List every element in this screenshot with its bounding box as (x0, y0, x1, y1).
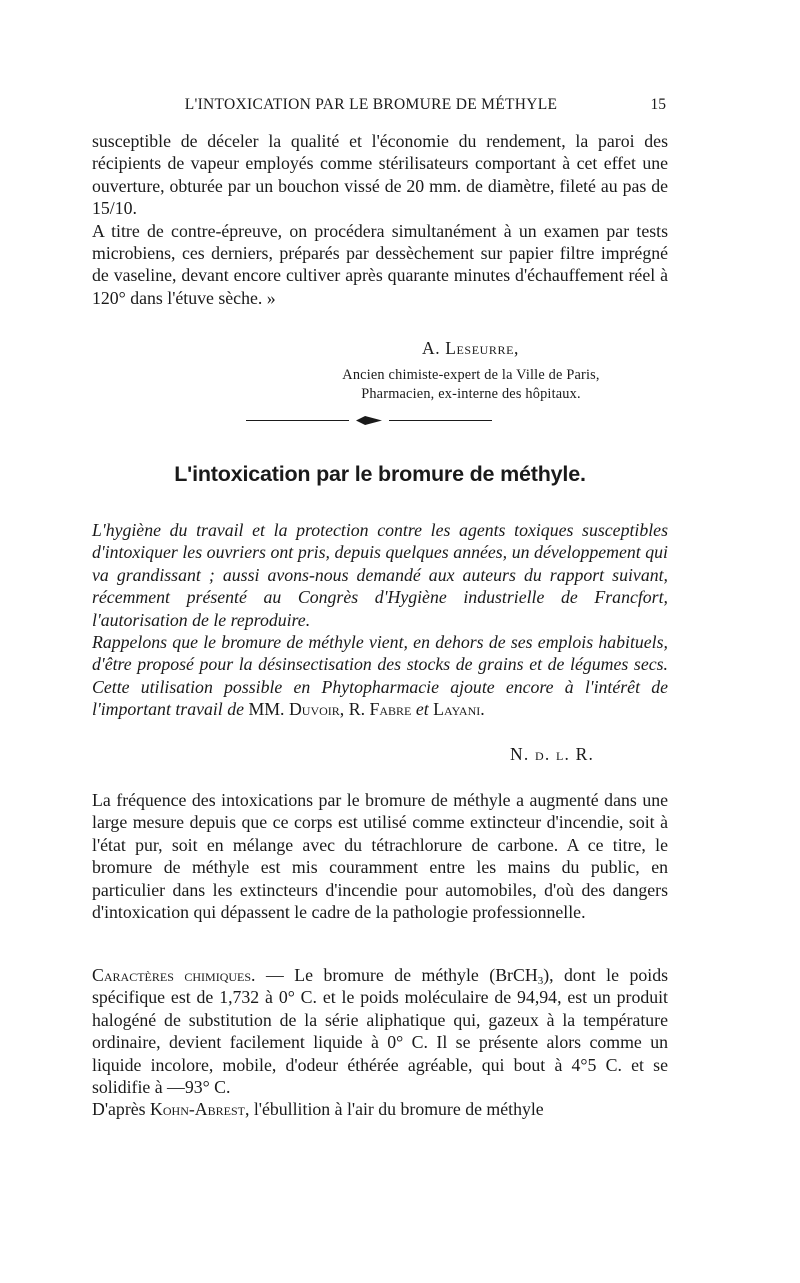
previous-article-paragraph-1: susceptible de déceler la qualité et l'économie du rendement, la paroi des récipients de vapeur employés comme stérilisateurs comportant à cet effet une ouverture, obturée par un bouchon vissé de 20 mm. de diamètre, fileté au pas de 15/10. (92, 131, 668, 219)
section-next-rest: l'ébullition à l'air du bromure de méthyle (253, 1099, 544, 1120)
editor-note (92, 519, 668, 721)
editor-initials: N. d. l. R. (510, 744, 595, 764)
section-text-after-formula: ), dont le poids spécifique est de 1,732 à 0° C. et le poids moléculaire de 94,94, est un produit halogéné de substitution de la série aliphatique qui, gazeux à la température ordinaire, devient facilement liquide à 0° C. Il se présente alors comme un liquide incolore, mobile, d'odeur éthérée agréable, qui bout à 4°5 C. et se solidifie à —93° C. (92, 965, 669, 1098)
editor-note-author-initial: R. (348, 699, 366, 720)
chemical-characteristics-section (92, 964, 668, 1121)
editor-note-paragraph-2 (92, 631, 668, 721)
author-surname: Leseurre, (445, 338, 520, 358)
article-title: L'intoxication par le bromure de méthyle. (174, 462, 586, 486)
author-signature (422, 338, 519, 359)
editor-note-et: et (415, 699, 429, 720)
section-divider-ornament (246, 414, 492, 428)
author-credentials (306, 366, 636, 403)
divider-line-right (389, 420, 492, 421)
author-credential-line-1: Ancien chimiste-expert de la Ville de Paris, (342, 367, 600, 383)
section-paragraph-2 (92, 1098, 668, 1120)
section-paragraph-1 (92, 964, 668, 1098)
author-initial: A. (422, 338, 441, 358)
divider-diamond-icon (356, 416, 382, 425)
previous-article-paragraph-2: A titre de contre-épreuve, on procédera simultanément à un examen par tests microbiens, ces derniers, préparés par dessèchement sur papier filtre imprégné de vaseline, devant encore cultiver après quarante minutes d'échauffement réel à 120° dans l'étuve sèche. » (92, 220, 668, 308)
divider-line-left (246, 420, 349, 421)
previous-article-text (92, 130, 668, 309)
section-text-before-formula: — Le bromure de méthyle (BrCH (265, 965, 538, 985)
intro-paragraph (92, 789, 668, 923)
section-next-start: D'après (92, 1099, 146, 1120)
page-number: 15 (650, 96, 666, 113)
editor-note-author-duvoir: Duvoir, (288, 699, 345, 720)
section-next-author: Kohn-Abrest, (150, 1099, 250, 1120)
editor-note-author-layani: Layani. (433, 699, 485, 720)
intro-paragraph-text: La fréquence des intoxications par le bromure de méthyle a augmenté dans une large mesure depuis que ce corps est utilisé comme extincteur d'incendie, soit à l'état pur, soit en mélange avec du tétrachlorure de carbone. A ce titre, le bromure de méthyle est mis couramment entre les mains du public, en particulier dans les extincteurs d'incendie pour automobiles, d'où des dangers d'intoxication qui dépassent le cadre de la pathologie professionnelle. (92, 790, 668, 923)
author-credential-line-2: Pharmacien, ex-interne des hôpitaux. (361, 385, 581, 402)
editor-note-paragraph-2-text: Rappelons que le bromure de méthyle vient, en dehors de ses emplois habituels, d'être proposé pour la désinsectisation des stocks de grains et de légumes secs. Cette utilisation possible en Phytopharmacie ajoute encore à l'intérêt de l'important travail de (92, 632, 668, 720)
running-head: L'INTOXICATION PAR LE BROMURE DE MÉTHYLE (184, 96, 558, 113)
formula-subscript: 3 (537, 975, 544, 987)
section-heading: Caractères chimiques. (92, 965, 256, 985)
editor-note-author-fabre: Fabre (369, 699, 412, 720)
editor-note-paragraph-1: L'hygiène du travail et la protection contre les agents toxiques susceptibles d'intoxiquer les ouvriers ont pris, depuis quelques années, un développement qui va grandissant ; aussi avons-nous demandé aux auteurs du rapport suivant, récemment présenté au Congrès d'Hygiène industrielle de Francfort, l'autorisation de le reproduire. (92, 520, 668, 630)
editor-note-mm: MM. (248, 699, 285, 720)
